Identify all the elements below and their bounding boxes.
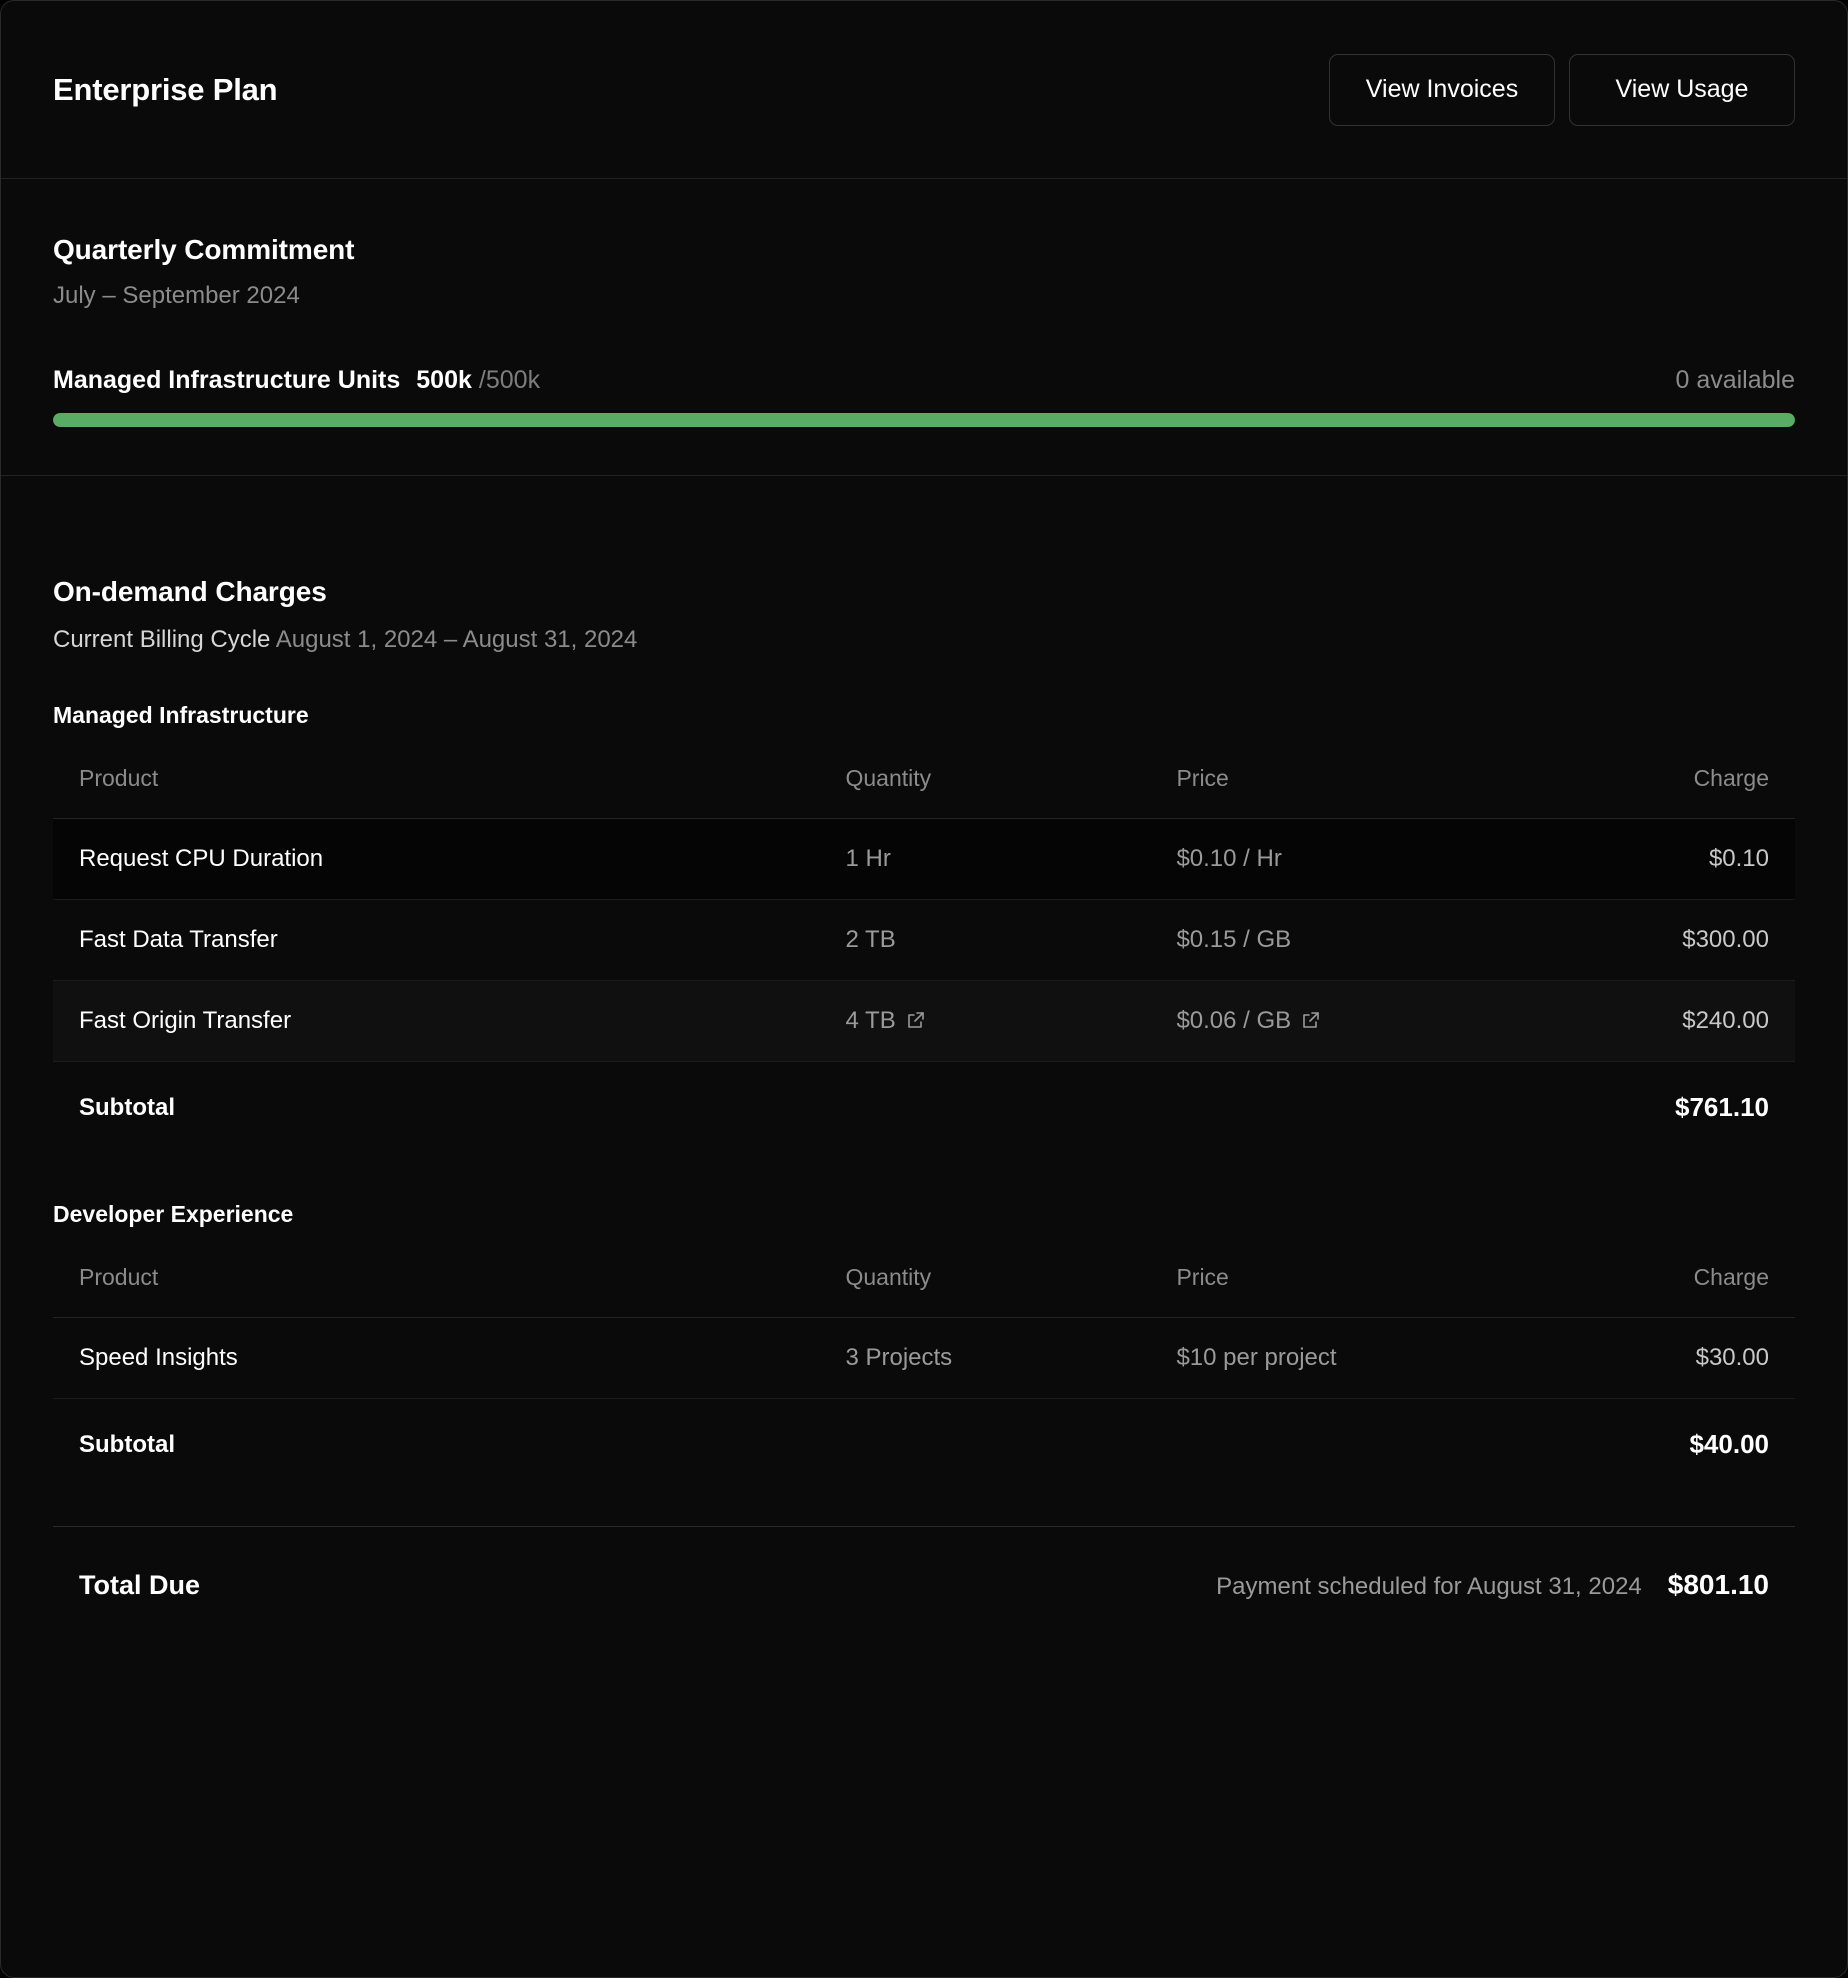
commitment-meter-row (53, 366, 1795, 395)
external-link-icon[interactable] (1301, 1010, 1321, 1030)
total-due-right (1216, 1569, 1769, 1601)
subtotal-value: $761.10 (1534, 1062, 1795, 1154)
charge-group-title: Managed Infrastructure (53, 702, 309, 728)
subtotal-spacer-1 (819, 1399, 1150, 1491)
cell-quantity: 2 TB (819, 900, 1150, 981)
commitment-period: July – September 2024 (53, 282, 300, 309)
view-usage-button[interactable]: View Usage (1569, 54, 1795, 126)
table-header-row (53, 751, 1795, 819)
column-header-price: Price (1150, 751, 1533, 819)
cell-product: Request CPU Duration (53, 819, 819, 900)
column-header-price: Price (1150, 1250, 1533, 1318)
commitment-progress-track (53, 413, 1795, 427)
subtotal-row (53, 1399, 1795, 1491)
meter-used: 500k (416, 366, 472, 394)
cell-charge: $0.10 (1534, 819, 1795, 900)
view-invoices-button[interactable]: View Invoices (1329, 54, 1555, 126)
charges-table (53, 1250, 1795, 1490)
billing-cycle-range: August 1, 2024 – August 31, 2024 (275, 626, 638, 653)
subtotal-spacer-2 (1150, 1399, 1533, 1491)
cell-price: $0.06 / GB (1150, 981, 1533, 1062)
column-header-charge: Charge (1534, 751, 1795, 819)
column-header-quantity: Quantity (819, 1250, 1150, 1318)
header-actions (1329, 54, 1795, 126)
column-header-product: Product (53, 1250, 819, 1318)
page-title: Enterprise Plan (53, 71, 278, 107)
commitment-title: Quarterly Commitment (53, 234, 355, 265)
billing-cycle-label: Current Billing Cycle (53, 626, 271, 653)
cell-price: $10 per project (1150, 1318, 1533, 1399)
table-row[interactable] (53, 819, 1795, 900)
cell-quantity: 4 TB (819, 981, 1150, 1062)
column-header-charge: Charge (1534, 1250, 1795, 1318)
subtotal-row (53, 1062, 1795, 1154)
charge-groups (53, 702, 1795, 1490)
external-link-icon[interactable] (906, 1010, 926, 1030)
total-due-label: Total Due (79, 1570, 200, 1600)
table-header-row (53, 1250, 1795, 1318)
subtotal-spacer-1 (819, 1062, 1150, 1154)
cell-quantity: 1 Hr (819, 819, 1150, 900)
ondemand-title: On-demand Charges (53, 576, 327, 607)
cell-price: $0.15 / GB (1150, 900, 1533, 981)
column-header-product: Product (53, 751, 819, 819)
meter-available: 0 available (1675, 366, 1795, 394)
meter-left (53, 366, 540, 395)
billing-cycle (53, 626, 1795, 654)
subtotal-label: Subtotal (53, 1399, 819, 1491)
subtotal-label: Subtotal (53, 1062, 819, 1154)
cell-charge: $240.00 (1534, 981, 1795, 1062)
quarterly-commitment-section (1, 179, 1847, 476)
meter-total: /500k (478, 366, 541, 394)
table-row[interactable] (53, 1318, 1795, 1399)
table-row[interactable] (53, 981, 1795, 1062)
cell-product: Fast Data Transfer (53, 900, 819, 981)
cell-charge: $300.00 (1534, 900, 1795, 981)
subtotal-spacer-2 (1150, 1062, 1533, 1154)
cell-product: Speed Insights (53, 1318, 819, 1399)
payment-schedule-note: Payment scheduled for August 31, 2024 (1216, 1573, 1642, 1600)
cell-quantity: 3 Projects (819, 1318, 1150, 1399)
charges-table (53, 751, 1795, 1153)
subtotal-value: $40.00 (1534, 1399, 1795, 1491)
total-due-amount: $801.10 (1667, 1569, 1769, 1600)
column-header-quantity: Quantity (819, 751, 1150, 819)
table-row[interactable] (53, 900, 1795, 981)
meter-label: Managed Infrastructure Units (53, 366, 401, 394)
cell-charge: $30.00 (1534, 1318, 1795, 1399)
charge-group-title: Developer Experience (53, 1201, 294, 1227)
on-demand-charges-section (1, 476, 1847, 1490)
cell-product: Fast Origin Transfer (53, 981, 819, 1062)
page-header (1, 1, 1847, 179)
cell-price: $0.10 / Hr (1150, 819, 1533, 900)
total-due-row (53, 1526, 1795, 1601)
commitment-progress-fill (53, 413, 1795, 427)
